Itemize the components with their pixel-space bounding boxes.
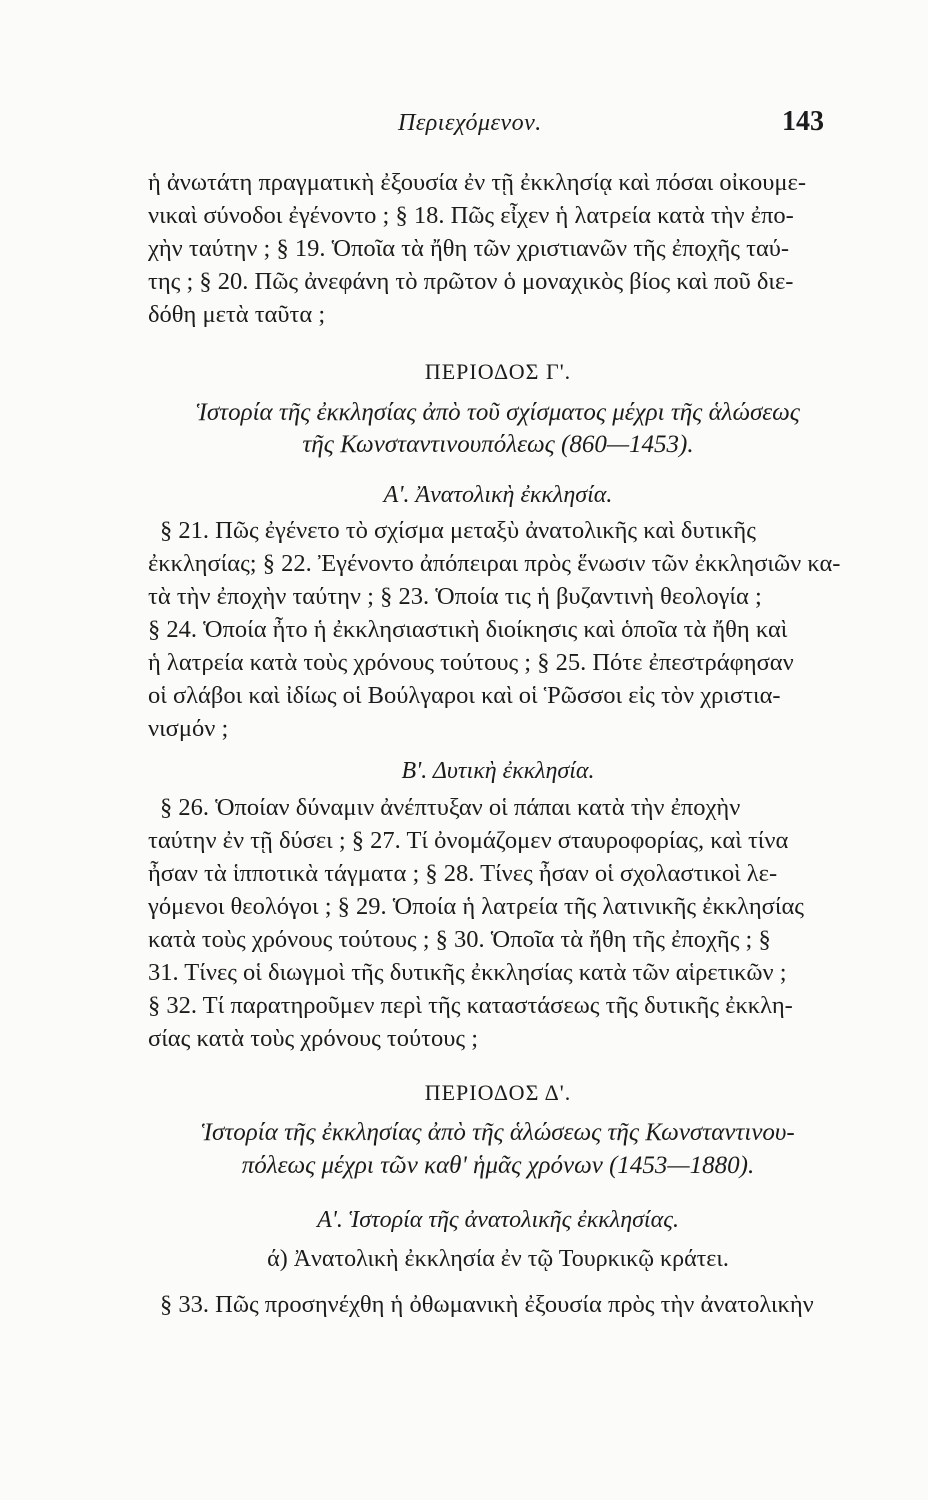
period-title: τῆς Κωνσταντινουπόλεως (860—1453). xyxy=(302,431,694,458)
text-line: § 26. Ὁποίαν δύναμιν ἀνέπτυξαν οἱ πάπαι κατὰ τὴν ἐποχὴν xyxy=(160,794,741,821)
section-heading: Β'. Δυτικὴ ἐκκλησία. xyxy=(401,758,595,784)
text-line: δόθη μετὰ ταῦτα ; xyxy=(148,301,326,328)
subsection-heading: ά) Ἀνατολικὴ ἐκκλησία ἐν τῷ Τουρκικῷ κράτει. xyxy=(267,1246,729,1272)
period-title: Ἱστορία τῆς ἐκκλησίας ἀπὸ τοῦ σχίσματος μέχρι τῆς ἁλώσεως xyxy=(196,399,800,426)
text-line: οἱ σλάβοι καὶ ἰδίως οἱ Βούλγαροι καὶ οἱ Ῥῶσσοι εἰς τὸν χριστια- xyxy=(148,682,781,709)
text-line: τὰ τὴν ἐποχὴν ταύτην ; § 23. Ὁποία τις ἡ βυζαντινὴ θεολογία ; xyxy=(148,583,762,610)
text-line: ἡ ἀνωτάτη πραγματικὴ ἐξουσία ἐν τῇ ἐκκλησίᾳ καὶ πόσαι οἰκουμε- xyxy=(148,169,806,196)
text-line: 31. Τίνες οἱ διωγμοὶ τῆς δυτικῆς ἐκκλησίας κατὰ τῶν αἱρετικῶν ; xyxy=(148,959,787,986)
text-line: της ; § 20. Πῶς ἀνεφάνη τὸ πρῶτον ὁ μοναχικὸς βίος καὶ ποῦ διε- xyxy=(148,268,794,295)
period-title: πόλεως μέχρι τῶν καθ' ἡμᾶς χρόνων (1453—1880). xyxy=(241,1152,755,1179)
text-line: σίας κατὰ τοὺς χρόνους τούτους ; xyxy=(148,1025,479,1052)
text-line: ἦσαν τὰ ἱπποτικὰ τάγματα ; § 28. Τίνες ἦσαν οἱ σχολαστικοὶ λε- xyxy=(148,860,778,887)
text-line: γόμενοι θεολόγοι ; § 29. Ὁποία ἡ λατρεία τῆς λατινικῆς ἐκκλησίας xyxy=(148,893,804,920)
text-line: νικαὶ σύνοδοι ἐγένοντο ; § 18. Πῶς εἶχεν ἡ λατρεία κατὰ τὴν ἐπο- xyxy=(148,202,794,229)
period-title: Ἱστορία τῆς ἐκκλησίας ἀπὸ τῆς ἁλώσεως τῆς Κωνσταντινου- xyxy=(201,1119,795,1146)
period-heading: ΠΕΡΙΟΔΟΣ Γ'. xyxy=(424,359,572,384)
text-line: § 33. Πῶς προσηνέχθη ἡ ὀθωμανικὴ ἐξουσία πρὸς τὴν ἀνατολικὴν xyxy=(160,1291,814,1318)
text-line: § 32. Τί παρατηροῦμεν περὶ τῆς καταστάσεως τῆς δυτικῆς ἐκκλη- xyxy=(148,992,793,1019)
text-line: ταύτην ἐν τῇ δύσει ; § 27. Τί ὀνομάζομεν σταυροφορίας, καὶ τίνα xyxy=(148,827,789,854)
text-line: κατὰ τοὺς χρόνους τούτους ; § 30. Ὁποῖα τὰ ἤθη τῆς ἐποχῆς ; § xyxy=(148,926,771,953)
text-line: χὴν ταύτην ; § 19. Ὁποῖα τὰ ἤθη τῶν χριστιανῶν τῆς ἐποχῆς ταύ- xyxy=(148,235,790,262)
text-line: ἡ λατρεία κατὰ τοὺς χρόνους τούτους ; § 25. Πότε ἐπεστράφησαν xyxy=(148,649,794,676)
section-heading: Α'. Ἱστορία τῆς ἀνατολικῆς ἐκκλησίας. xyxy=(317,1207,679,1233)
text-line: ἐκκλησίας; § 22. Ἐγένοντο ἀπόπειραι πρὸς ἕνωσιν τῶν ἐκκλησιῶν κα- xyxy=(148,550,841,577)
text-line: § 21. Πῶς ἐγένετο τὸ σχίσμα μεταξὺ ἀνατολικῆς καὶ δυτικῆς xyxy=(160,517,756,544)
section-heading: Α'. Ἀνατολικὴ ἐκκλησία. xyxy=(383,482,613,508)
running-header: Περιεχόμενον. xyxy=(398,110,542,136)
text-line: § 24. Ὁποία ἦτο ἡ ἐκκλησιαστικὴ διοίκησις καὶ ὁποῖα τὰ ἤθη καὶ xyxy=(148,616,788,643)
page-number: 143 xyxy=(782,106,824,137)
period-heading: ΠΕΡΙΟΔΟΣ Δ'. xyxy=(424,1080,572,1105)
text-line: νισμόν ; xyxy=(148,715,229,742)
